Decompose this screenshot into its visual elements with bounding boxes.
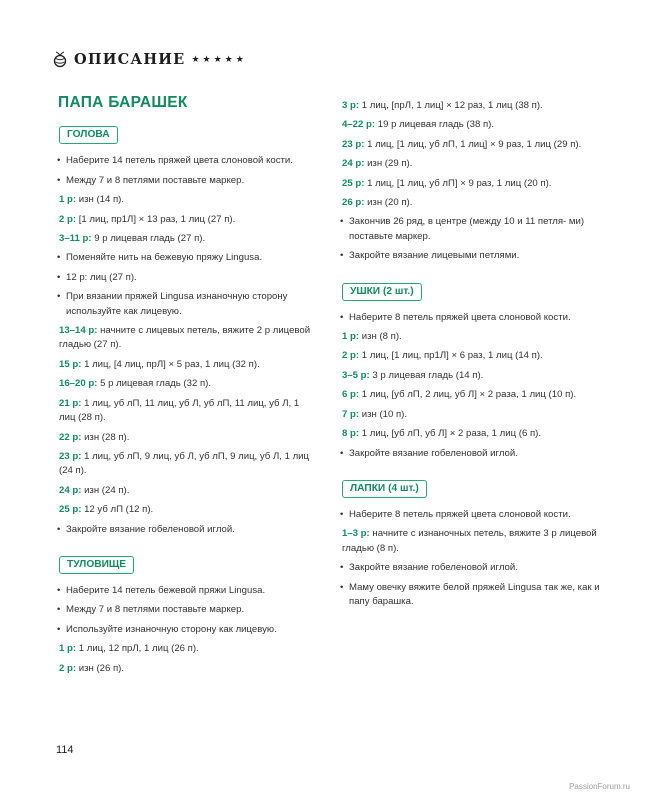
row-number: 1–3 р:	[342, 528, 370, 540]
instruction-bullet	[56, 290, 318, 319]
row-number: 15 р:	[59, 358, 82, 370]
instruction-text: Между 7 и 8 петлями поставьте маркер.	[66, 604, 245, 616]
instruction-text: 1 лиц, [1 лиц, уб лП, 1 лиц] × 9 раз, 1 лиц (29 п).	[364, 138, 582, 150]
row-number: 2 р:	[59, 213, 77, 225]
instruction-text: 19 р лицевая гладь (38 п).	[375, 119, 495, 131]
instruction-bullet	[339, 311, 601, 325]
instruction-row	[339, 157, 601, 171]
instruction-bullet	[339, 508, 601, 522]
instruction-text: Закройте вязание лицевыми петлями.	[349, 250, 520, 262]
instruction-bullet	[56, 271, 318, 285]
instruction-row	[56, 213, 318, 227]
watermark: PassionForum.ru	[569, 782, 630, 791]
section-title: ОПИСАНИЕ	[74, 50, 186, 68]
instruction-text: изн (26 п).	[76, 662, 125, 674]
instruction-row	[339, 369, 601, 383]
instruction-row	[339, 330, 601, 344]
instruction-bullet	[56, 603, 318, 617]
row-number: 6 р:	[342, 389, 360, 401]
pattern-title: ПАПА БАРАШЕК	[58, 94, 188, 111]
badge-head: ГОЛОВА	[59, 126, 118, 144]
instruction-text: Используйте изнаночную сторону как лицевую.	[66, 623, 277, 635]
instruction-text: изн (8 п).	[359, 331, 402, 343]
row-number: 7 р:	[342, 408, 360, 420]
instruction-text: изн (24 п).	[81, 484, 130, 496]
ears-instructions	[339, 311, 601, 461]
instruction-text: Закройте вязание гобеленовой иглой.	[66, 523, 235, 535]
row-number: 3–11 р:	[59, 233, 92, 245]
body-instructions-continued	[339, 99, 601, 264]
row-number: 2 р:	[342, 350, 360, 362]
instruction-text: 1 лиц, [1 лиц, уб лП] × 9 раз, 1 лиц (20 п).	[364, 177, 552, 189]
instruction-row	[56, 324, 318, 353]
instruction-text: Между 7 и 8 петлями поставьте маркер.	[66, 174, 245, 186]
row-number: 8 р:	[342, 428, 360, 440]
instruction-bullet	[56, 174, 318, 188]
instruction-row	[56, 358, 318, 372]
instruction-row	[339, 388, 601, 402]
instruction-bullet	[339, 215, 601, 244]
instruction-row	[339, 99, 601, 113]
row-number: 23 р:	[342, 138, 365, 150]
left-column	[56, 96, 318, 681]
instruction-row	[56, 397, 318, 426]
instruction-bullet	[339, 249, 601, 263]
rating-stars: ★★★★★	[191, 53, 247, 64]
instruction-text: Наберите 14 петель пряжей цвета слоновой кости.	[66, 155, 293, 167]
instruction-bullet	[339, 581, 601, 610]
row-number: 23 р:	[59, 450, 82, 462]
row-number: 24 р:	[59, 484, 82, 496]
instruction-bullet	[339, 561, 601, 575]
instruction-row	[56, 193, 318, 207]
row-number: 1 р:	[342, 331, 360, 343]
instruction-text: 9 р лицевая гладь (27 п).	[91, 233, 206, 245]
row-number: 3–5 р:	[342, 369, 370, 381]
instruction-bullet	[56, 584, 318, 598]
instruction-text: изн (10 п).	[359, 408, 408, 420]
instruction-row	[56, 662, 318, 676]
row-number: 25 р:	[342, 177, 365, 189]
instruction-text: Наберите 8 петель пряжей цвета слоновой кости.	[349, 508, 571, 520]
head-instructions	[56, 154, 318, 537]
instruction-row	[339, 138, 601, 152]
instruction-row	[339, 118, 601, 132]
instruction-text: 3 р лицевая гладь (14 п).	[369, 369, 484, 381]
instruction-text: изн (29 п).	[364, 158, 413, 170]
row-number: 2 р:	[59, 662, 77, 674]
instruction-bullet	[56, 623, 318, 637]
instruction-row	[56, 431, 318, 445]
row-number: 21 р:	[59, 397, 82, 409]
instruction-bullet	[56, 154, 318, 168]
right-column	[339, 99, 601, 614]
instruction-text: 1 лиц, [1 лиц, пр1Л] × 6 раз, 1 лиц (14 п).	[359, 350, 543, 362]
instruction-row	[339, 527, 601, 556]
row-number: 25 р:	[59, 504, 82, 516]
instruction-row	[339, 177, 601, 191]
legs-instructions	[339, 508, 601, 609]
section-header	[52, 50, 247, 68]
row-number: 16–20 р:	[59, 378, 98, 390]
instruction-text: 12 р: лиц (27 п).	[66, 271, 137, 283]
instruction-text: 1 лиц, [4 лиц, прЛ] × 5 раз, 1 лиц (32 п).	[81, 358, 260, 370]
row-number: 24 р:	[342, 158, 365, 170]
instruction-text: Закончив 26 ряд, в центре (между 10 и 11 петля- ми) поставьте маркер.	[349, 216, 585, 242]
instruction-text: 5 р лицевая гладь (32 п).	[97, 378, 212, 390]
row-number: 26 р:	[342, 197, 365, 209]
instruction-row	[56, 642, 318, 656]
instruction-text: 1 лиц, уб лП, 11 лиц, уб Л, уб лП, 11 лиц, уб Л, 1 лиц (28 п).	[59, 397, 300, 424]
instruction-bullet	[56, 251, 318, 265]
instruction-text: Закройте вязание гобеленовой иглой.	[349, 447, 518, 459]
instruction-text: изн (20 п).	[364, 197, 413, 209]
row-number: 1 р:	[59, 194, 77, 206]
instruction-text: [1 лиц, пр1Л] × 13 раз, 1 лиц (27 п).	[76, 213, 236, 225]
instruction-row	[339, 349, 601, 363]
instruction-row	[56, 450, 318, 479]
row-number: 3 р:	[342, 100, 360, 111]
instruction-text: 1 лиц, [прЛ, 1 лиц] × 12 раз, 1 лиц (38 п).	[359, 100, 543, 111]
instruction-text: 12 уб лП (12 п).	[81, 504, 154, 516]
instruction-bullet	[56, 523, 318, 537]
instruction-row	[339, 408, 601, 422]
instruction-text: Закройте вязание гобеленовой иглой.	[349, 562, 518, 574]
badge-legs: ЛАПКИ (4 шт.)	[342, 480, 427, 498]
page-number: 114	[56, 744, 74, 756]
badge-ears: УШКИ (2 шт.)	[342, 283, 422, 301]
row-number: 1 р:	[59, 643, 77, 655]
badge-body: ТУЛОВИЩЕ	[59, 556, 134, 574]
body-instructions	[56, 584, 318, 676]
instruction-text: начните с лицевых петель, вяжите 2 р лицевой гладью (27 п).	[59, 325, 311, 351]
instruction-text: При вязании пряжей Lingusa изнаночную сторону используйте как лицевую.	[66, 291, 288, 317]
instruction-row	[339, 427, 601, 441]
instruction-text: 1 лиц, уб лП, 9 лиц, уб Л, уб лП, 9 лиц, уб Л, 1 лиц (24 п).	[59, 450, 310, 477]
row-number: 22 р:	[59, 431, 82, 443]
instruction-text: 1 лиц, [уб лП, уб Л] × 2 раза, 1 лиц (6 п).	[359, 428, 542, 440]
instruction-text: 1 лиц, [уб лП, 2 лиц, уб Л] × 2 раза, 1 лиц (10 п).	[359, 389, 577, 401]
instruction-text: Маму овечку вяжите белой пряжей Lingusa так же, как и папу барашка.	[349, 581, 600, 607]
instruction-row	[56, 484, 318, 498]
instruction-row	[56, 232, 318, 246]
instruction-row	[56, 503, 318, 517]
instruction-text: изн (28 п).	[81, 431, 130, 443]
instruction-text: Поменяйте нить на бежевую пряжу Lingusa.	[66, 252, 263, 264]
instruction-bullet	[339, 447, 601, 461]
row-number: 13–14 р:	[59, 325, 98, 337]
instruction-text: начните с изнаночных петель, вяжите 3 р лицевой гладью (8 п).	[342, 528, 597, 554]
yarn-ball-icon	[52, 50, 68, 68]
instruction-text: изн (14 п).	[76, 194, 125, 206]
instruction-row	[56, 377, 318, 391]
instruction-text: Наберите 14 петель бежевой пряжи Lingusa.	[66, 584, 266, 596]
instruction-row	[339, 196, 601, 210]
row-number: 4–22 р:	[342, 119, 376, 131]
instruction-text: Наберите 8 петель пряжей цвета слоновой кости.	[349, 311, 571, 323]
instruction-text: 1 лиц, 12 прЛ, 1 лиц (26 п).	[76, 643, 199, 655]
